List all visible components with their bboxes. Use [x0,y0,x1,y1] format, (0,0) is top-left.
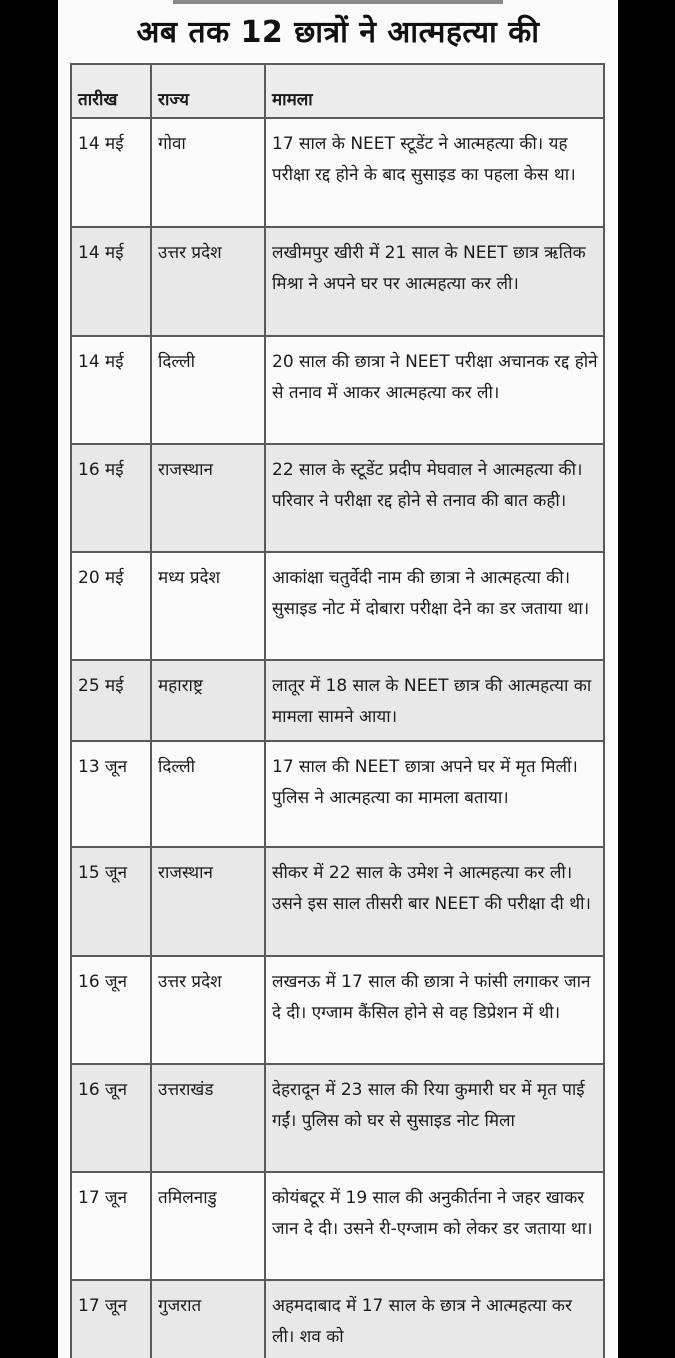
table-header-row [72,65,605,119]
date-cell: 16 जून [72,957,152,1063]
state-cell: राजस्थान [152,445,266,551]
date-cell: 14 मई [72,119,152,226]
state-cell: मध्य प्रदेश [152,553,266,659]
date-cell: 16 जून [72,1065,152,1171]
case-cell: आकांक्षा चतुर्वेदी नाम की छात्रा ने आत्महत्या की। सुसाइड नोट में दोबारा परीक्षा देने का डर जताया था। [266,553,605,659]
date-cell: 13 जून [72,742,152,846]
date-cell: 17 जून [72,1173,152,1279]
case-cell: अहमदाबाद में 17 साल के छात्र ने आत्महत्या कर ली। शव को [266,1281,605,1358]
case-cell: 17 साल के NEET स्टूडेंट ने आत्महत्या की। यह परीक्षा रद्द होने के बाद सुसाइड का पहला केस था। [266,119,605,226]
date-cell: 20 मई [72,553,152,659]
case-cell: 20 साल की छात्रा ने NEET परीक्षा अचानक रद्द होने से तनाव में आकर आत्महत्या कर ली। [266,337,605,443]
table-row [72,742,605,848]
date-cell: 14 मई [72,228,152,335]
table-row [72,337,605,445]
case-cell: 17 साल की NEET छात्रा अपने घर में मृत मिलीं। पुलिस ने आत्महत्या का मामला बताया। [266,742,605,846]
table-row [72,228,605,337]
table-row [72,661,605,742]
state-cell: उत्तर प्रदेश [152,957,266,1063]
table-row [72,1065,605,1173]
state-cell: दिल्ली [152,337,266,443]
case-cell: 22 साल के स्टूडेंट प्रदीप मेघवाल ने आत्महत्या की। परिवार ने परीक्षा रद्द होने से तनाव की बात कही। [266,445,605,551]
state-cell: महाराष्ट्र [152,661,266,740]
date-cell: 25 मई [72,661,152,740]
table-row [72,848,605,957]
state-cell: दिल्ली [152,742,266,846]
suicide-cases-table [70,63,605,1358]
state-cell: उत्तराखंड [152,1065,266,1171]
headline: अब तक 12 छात्रों ने आत्महत्या की [136,14,540,50]
table-row [72,1281,605,1358]
state-cell: उत्तर प्रदेश [152,228,266,335]
case-cell: देहरादून में 23 साल की रिया कुमारी घर में मृत पाई गईं। पुलिस को घर से सुसाइड नोट मिला [266,1065,605,1171]
case-cell: लातूर में 18 साल के NEET छात्र की आत्महत्या का मामला सामने आया। [266,661,605,740]
case-cell: लखीमपुर खीरी में 21 साल के NEET छात्र ऋतिक मिश्रा ने अपने घर पर आत्महत्या कर ली। [266,228,605,335]
case-cell: लखनऊ में 17 साल की छात्रा ने फांसी लगाकर जान दे दी। एग्जाम कैंसिल होने से वह डिप्रेशन में थी। [266,957,605,1063]
state-cell: राजस्थान [152,848,266,955]
newspaper-clipping [58,0,618,1358]
table-row [72,553,605,661]
table-row [72,1173,605,1281]
date-cell: 14 मई [72,337,152,443]
header-case: मामला [266,65,605,117]
table-row [72,957,605,1065]
case-cell: कोयंबटूर में 19 साल की अनुकीर्तना ने जहर खाकर जान दे दी। उसने री-एग्जाम को लेकर डर जताया था। [266,1173,605,1279]
state-cell: गोवा [152,119,266,226]
header-date: तारीख [72,65,152,117]
state-cell: तमिलनाडु [152,1173,266,1279]
date-cell: 15 जून [72,848,152,955]
table-row [72,119,605,228]
table-row [72,445,605,553]
case-cell: सीकर में 22 साल के उमेश ने आत्महत्या कर ली। उसने इस साल तीसरी बार NEET की परीक्षा दी थी। [266,848,605,955]
state-cell: गुजरात [152,1281,266,1358]
header-state: राज्य [152,65,266,117]
date-cell: 17 जून [72,1281,152,1358]
date-cell: 16 मई [72,445,152,551]
